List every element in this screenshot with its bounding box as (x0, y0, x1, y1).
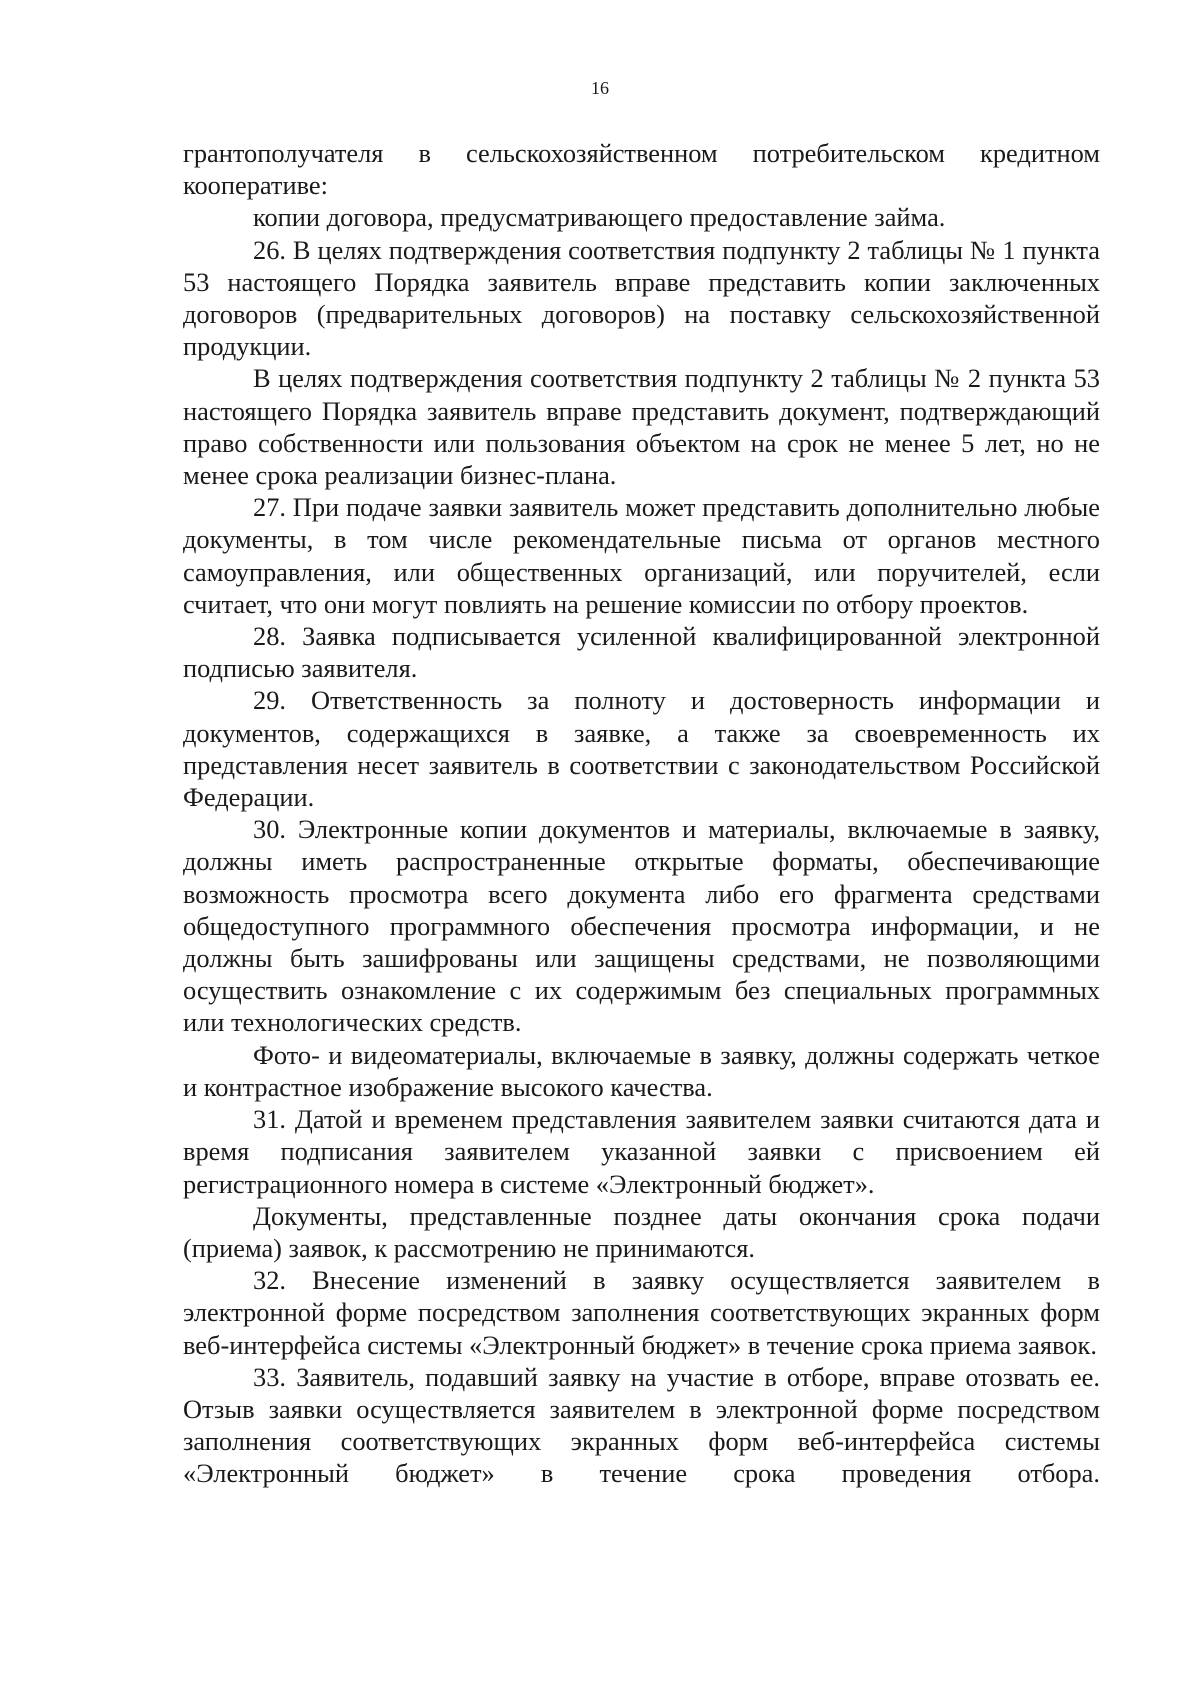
paragraph-29: 29. Ответственность за полноту и достоверность информации и документов, содержащихся в заявке, а также за своевременность их представления несет заявитель в соответствии с законодательством Российской Федерации. (183, 685, 1100, 813)
page-number: 16 (591, 78, 609, 98)
paragraph-28: 28. Заявка подписывается усиленной квалифицированной электронной подписью заявителя. (183, 621, 1100, 684)
paragraph: В целях подтверждения соответствия подпункту 2 таблицы № 2 пункта 53 настоящего Порядка заявитель вправе представить документ, подтверждающий право собственности или пользования объектом на срок не менее 5 лет, но не менее срока реализации бизнес-плана. (183, 363, 1100, 491)
paragraph: Фото- и видеоматериалы, включаемые в заявку, должны содержать четкое и контрастное изображение высокого качества. (183, 1039, 1100, 1102)
paragraph-27: 27. При подаче заявки заявитель может представить дополнительно любые документы, в том числе рекомендательные письма от органов местного самоуправления, или общественных организаций, или поручителей, если считает, что они могут повлиять на решение комиссии по отбору проектов. (183, 492, 1100, 619)
document-body (183, 137, 1100, 1490)
paragraph-26: 26. В целях подтверждения соответствия подпункту 2 таблицы № 1 пункта 53 настоящего Порядка заявитель вправе представить копии заключенных договоров (предварительных договоров) на поставку сельскохозяйственной продукции. (183, 234, 1100, 362)
paragraph: Документы, представленные позднее даты окончания срока подачи (приема) заявок, к рассмотрению не принимаются. (183, 1200, 1100, 1263)
paragraph: копии договора, предусматривающего предоставление займа. (253, 202, 946, 233)
paragraph-31: 31. Датой и временем представления заявителем заявки считаются дата и время подписания заявителем указанной заявки с присвоением ей регистрационного номера в системе «Электронный бюджет». (183, 1104, 1100, 1199)
paragraph-continuation: грантополучателя в сельскохозяйственном потребительском кредитном кооперативе: (183, 138, 1100, 201)
paragraph-32: 32. Внесение изменений в заявку осуществляется заявителем в электронной форме посредством заполнения соответствующих экранных форм веб-интерфейса системы «Электронный бюджет» в течение срока приема заявок. (183, 1265, 1100, 1360)
paragraph-30: 30. Электронные копии документов и материалы, включаемые в заявку, должны иметь распространенные открытые форматы, обеспечивающие возможность просмотра всего документа либо его фрагмента средствами общедоступного программного обеспечения просмотра информации, и не должны быть зашифрованы или защищены средствами, не позволяющими осуществить ознакомление с их содержимым без специальных программных или технологических средств. (183, 814, 1100, 1038)
paragraph-33: 33. Заявитель, подавший заявку на участие в отборе, вправе отозвать ее. Отзыв заявки осуществляется заявителем в электронной форме посредством заполнения соответствующих экранных форм веб-интерфейса системы «Электронный бюджет» в течение срока проведения отбора. (183, 1361, 1100, 1489)
